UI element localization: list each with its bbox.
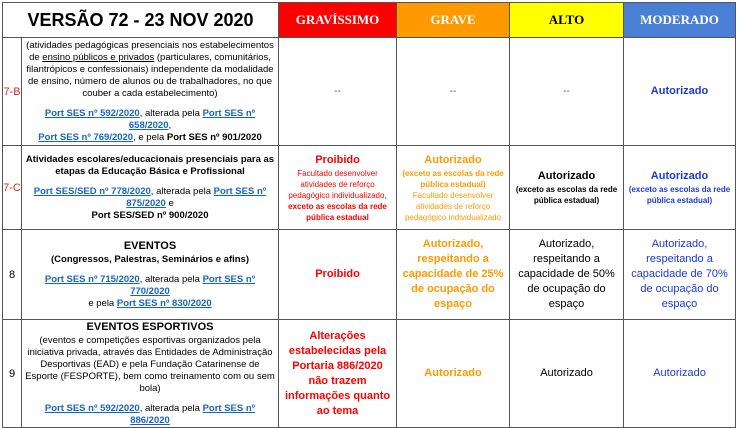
status-alto: Autorizado: [510, 320, 624, 428]
regulation-link[interactable]: Port SES nº 875/2020: [126, 185, 267, 209]
regulation-refs: Port SES nº 592/2020, alterada pela Port SES nº 658/2020, Port SES nº 769/2020, e pela Port SES nº 901/2020: [38, 107, 262, 143]
regulation-link[interactable]: Port SES nº 886/2020: [130, 403, 256, 426]
table-row: [3, 146, 736, 230]
activity-description: (atividades pedagógicas presenciais nos estabelecimentos de ensino públicos e privados (particulares, comunitários, filantrópicos e confessionais) independente da modalidade de ensino, número de alunos ou de trabalhadores, no que couber a cada estabelecimento): [26, 39, 274, 99]
version-title: VERSÃO 72 - 23 NOV 2020: [3, 3, 279, 38]
row-number: 7-C: [3, 146, 22, 230]
regulation-refs: Port SES nº 715/2020, alterada pela Port SES nº 770/2020 e pela Port SES nº 830/2020: [44, 274, 256, 309]
status-alto: Autorizado, respeitando a capacidade de 50% de ocupação do espaço: [510, 230, 624, 320]
activity-title: EVENTOS: [123, 240, 177, 252]
level-header-moderado: MODERADO: [624, 3, 736, 38]
status-grave: --: [397, 38, 510, 146]
table-row: [3, 320, 736, 428]
table-row: [3, 230, 736, 320]
regulation-refs: Port SES nº 592/2020, alterada pela Port SES nº 886/2020: [44, 403, 256, 426]
status-moderado: Autorizado, respeitando a capacidade de 70% de ocupação do espaço: [624, 230, 736, 320]
activity-cell: [22, 146, 279, 230]
regulation-text: Port SES nº 901/2020: [166, 131, 262, 143]
regulation-text: Port SES/SED nº 900/2020: [91, 209, 209, 221]
header-row: [3, 3, 736, 38]
level-header-gravissimo: GRAVÍSSIMO: [279, 3, 397, 38]
regulation-link[interactable]: Port SES nº 830/2020: [116, 298, 212, 309]
regulation-link[interactable]: Port SES nº 770/2020: [130, 274, 256, 297]
table-row: [3, 38, 736, 146]
status-moderado: Autorizado: [624, 320, 736, 428]
regulation-link[interactable]: Port SES nº 715/2020: [44, 274, 140, 285]
activity-description: Atividades escolares/educacionais presenciais para as etapas da Educação Básica e Profissional: [25, 153, 275, 177]
regulation-link[interactable]: Port SES nº 658/2020: [128, 107, 256, 131]
row-number: 8: [3, 230, 22, 320]
activity-cell: [22, 38, 279, 146]
status-gravissimo: Proibido: [279, 230, 397, 320]
level-header-grave: GRAVE: [397, 3, 510, 38]
regulation-link[interactable]: Port SES/SED nº 778/2020: [33, 185, 151, 197]
regulation-link[interactable]: Port SES nº 592/2020: [44, 403, 140, 414]
status-gravissimo: Proibido Facultado desenvolver atividades de reforço pedagógico individualizado, exceto as escolas da rede pública estadual: [279, 146, 397, 230]
activity-subtitle: (Congressos, Palestras, Seminários e afins): [51, 254, 249, 265]
regulation-refs: Port SES/SED nº 778/2020, alterada pela Port SES nº 875/2020 e Port SES/SED nº 900/2020: [33, 185, 267, 221]
row-number: 7-B: [3, 38, 22, 146]
status-moderado: Autorizado (exceto as escolas da rede pública estadual): [624, 146, 736, 230]
status-gravissimo: Alterações estabelecidas pela Portaria 886/2020 não trazem informações quanto ao tema: [279, 320, 397, 428]
status-grave: Autorizado, respeitando a capacidade de 25% de ocupação do espaço: [397, 230, 510, 320]
activity-cell: [22, 230, 279, 320]
regulation-link[interactable]: Port SES nº 769/2020: [38, 131, 134, 143]
risk-matrix-table: [2, 2, 736, 428]
regulation-link[interactable]: Port SES nº 592/2020: [44, 107, 140, 119]
status-moderado: Autorizado: [624, 38, 736, 146]
status-grave: Autorizado (exceto as escolas da rede pública estadual) Facultado desenvolver atividades de reforço pedagógico individualizado: [397, 146, 510, 230]
status-grave: Autorizado: [397, 320, 510, 428]
status-alto: Autorizado (exceto as escolas da rede pública estadual): [510, 146, 624, 230]
level-header-alto: ALTO: [510, 3, 624, 38]
status-alto: --: [510, 38, 624, 146]
status-gravissimo: --: [279, 38, 397, 146]
activity-title: EVENTOS ESPORTIVOS: [86, 321, 214, 333]
activity-description: (eventos e competições esportivas organizados pela iniciativa privada, através das Entidades de Administração Desportivas (EAD) e pela Fundação Catarinense de Esporte (FESPORTE), bem como treinamento com ou sem bola): [25, 335, 275, 394]
row-number: 9: [3, 320, 22, 428]
activity-cell: [22, 320, 279, 428]
